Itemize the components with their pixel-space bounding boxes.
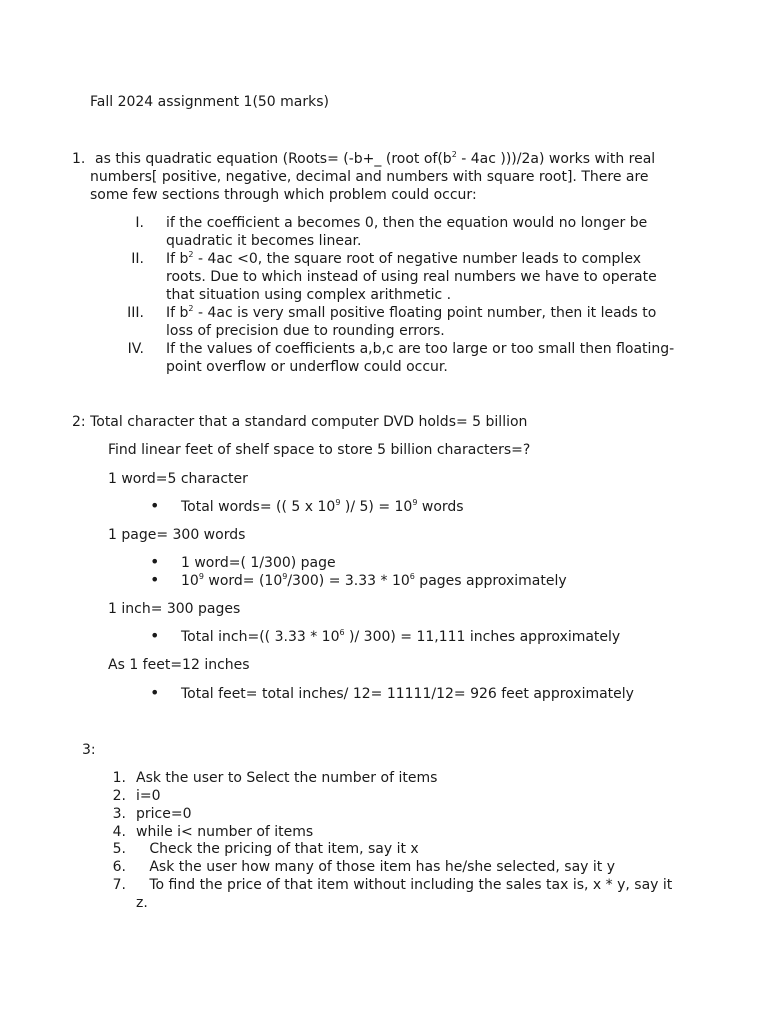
- q3-step-number: 7.: [112, 877, 126, 893]
- q2-heading: 2: Total character that a standard computer DVD holds= 5 billion: [72, 414, 528, 430]
- q3-step-number: 6.: [112, 859, 126, 875]
- q2-page-def: 1 page= 300 words: [108, 527, 246, 543]
- q3-step-text: Ask the user how many of those item has he/she selected, say it y: [136, 859, 616, 875]
- q1-item-marker-3: III.: [127, 305, 144, 321]
- q1-intro-line-3: some few sections through which problem could occur:: [90, 187, 477, 203]
- q1-item-2-line-1: If $b^2 - 4ac <0$, the square root of negative number leads to complex: [166, 250, 641, 267]
- q3-step-number: 2.: [112, 788, 126, 804]
- bullet-icon: •: [150, 626, 160, 645]
- q3-step-number: 3.: [112, 806, 126, 822]
- q1-item-4-line-2: point overflow or underflow could occur.: [166, 359, 448, 375]
- q2-one-word: 1 word=( 1/300) page: [181, 555, 336, 571]
- q1-item-4-line-1: If the values of coefficients a,b,c are too large or too small then floating-: [166, 341, 675, 357]
- q3-step-text: Check the pricing of that item, say it x: [136, 841, 419, 857]
- q2-pages: $10^9$ word= $(10^9/300) = 3.33 * 10^6$ pages approximately: [181, 572, 567, 589]
- q1-item-marker-2: II.: [131, 251, 144, 267]
- bullet-icon: •: [150, 683, 160, 702]
- q3-step-text: while i< number of items: [136, 824, 314, 840]
- q3-step-number: 4.: [112, 824, 126, 840]
- bullet-icon: •: [150, 570, 160, 589]
- q1-item-marker-1: I.: [135, 215, 144, 231]
- q1-item-1-line-2: quadratic it becomes linear.: [166, 233, 362, 249]
- q3-step-text: i=0: [136, 788, 161, 804]
- q2-word-def: 1 word=5 character: [108, 471, 248, 487]
- q3-step-text: Ask the user to Select the number of items: [136, 770, 438, 786]
- q1-item-3-line-1: If $b^2 - 4ac$ is very small positive floating point number, then it leads to: [166, 304, 657, 321]
- q2-total-words: Total words= (( 5 x $10^9$ )/ $5) = 10^9$ words: [181, 498, 464, 515]
- q2-total-inch: Total inch=(( $3.33 * 10^6$ )/ 300) = 11,111 inches approximately: [181, 628, 621, 645]
- q3-heading: 3:: [82, 742, 96, 758]
- bullet-icon: •: [150, 552, 160, 571]
- q1-item-marker-4: IV.: [127, 341, 144, 357]
- q2-total-feet: Total feet= total inches/ 12= 11111/12= 926 feet approximately: [181, 686, 634, 702]
- q1-item-2-line-3: that situation using complex arithmetic .: [166, 287, 452, 303]
- q1-intro-line-1: as this quadratic equation (Roots= (-b+_ (root $of(b^2 - 4ac$ )))/2a) works with real: [95, 150, 656, 167]
- q1-intro-line-2: numbers[ positive, negative, decimal and numbers with square root]. There are: [90, 169, 649, 185]
- q2-feet-def: As 1 feet=12 inches: [108, 657, 250, 673]
- q3-step-7-continuation: z.: [136, 895, 148, 911]
- bullet-icon: •: [150, 496, 160, 515]
- q3-step-text: To find the price of that item without including the sales tax is, x * y, say it: [136, 877, 673, 893]
- q2-inch-def: 1 inch= 300 pages: [108, 601, 241, 617]
- q1-item-3-line-2: loss of precision due to rounding errors.: [166, 323, 445, 339]
- q1-item-2-line-2: roots. Due to which instead of using real numbers we have to operate: [166, 269, 657, 285]
- q3-step-number: 1.: [112, 770, 126, 786]
- q3-step-number: 5.: [112, 841, 126, 857]
- q3-step-text: price=0: [136, 806, 192, 822]
- q1-number: 1.: [72, 151, 86, 167]
- assignment-title: Fall 2024 assignment 1(50 marks): [90, 94, 330, 110]
- q2-find: Find linear feet of shelf space to store 5 billion characters=?: [108, 442, 531, 458]
- q1-item-1-line-1: if the coefficient a becomes 0, then the equation would no longer be: [166, 215, 648, 231]
